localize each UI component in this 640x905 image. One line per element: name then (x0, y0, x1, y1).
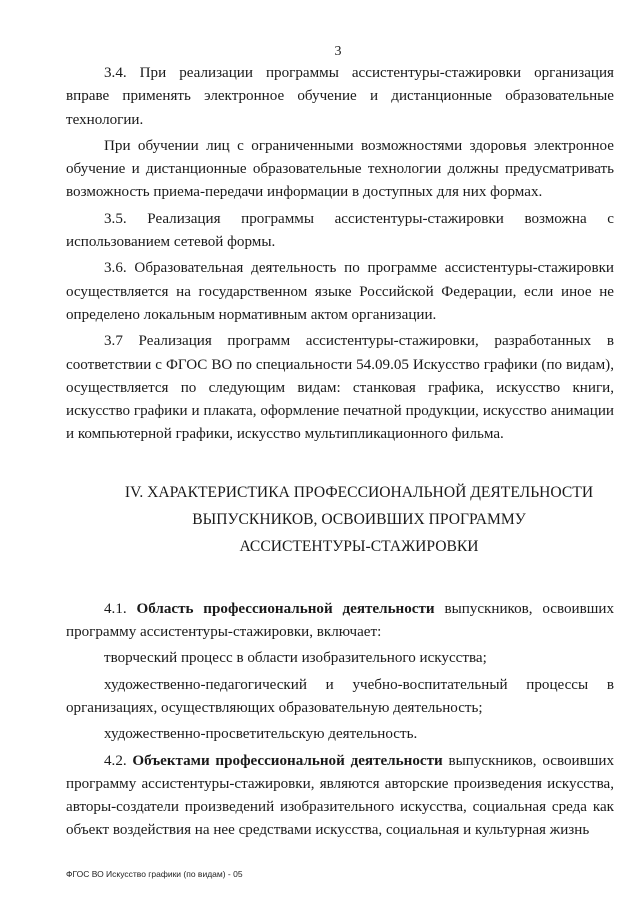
section-heading-line: IV. ХАРАКТЕРИСТИКА ПРОФЕССИОНАЛЬНОЙ ДЕЯТЕЛЬНОСТИ (124, 483, 594, 501)
page-footer: ФГОС ВО Искусство графики (по видам) - 05 (66, 869, 243, 879)
section-heading-line: ВЫПУСКНИКОВ, ОСВОИВШИХ ПРОГРАММУ (192, 510, 526, 528)
paragraph-4-1 (66, 598, 614, 645)
document-body (66, 62, 614, 843)
bold-term: Область профессиональной деятельности (136, 600, 435, 617)
list-item: творческий процесс в области изобразительного искусства; (104, 650, 487, 667)
paragraph-3-5: 3.5. Реализация программы ассистентуры-стажировки возможна с использованием сетевой формы. (66, 210, 614, 251)
section-heading (122, 479, 596, 560)
paragraph-text: выпускников, освоивших программу ассистентуры-стажировки, являются авторские произведения искусства, авторы-создатели произведений изобразительного искусства, социальная среда как объект воздействия на нее средствами искусства, социальная и культурная жизнь (66, 752, 614, 839)
paragraph-text: выпускников, освоивших программу ассистентуры-стажировки, включает: (66, 600, 615, 641)
paragraph-number: 4.1. (104, 600, 127, 617)
bold-term: Объектами профессиональной деятельности (132, 752, 443, 769)
paragraph-3-7: 3.7 Реализация программ ассистентуры-стажировки, разработанных в соответствии с ФГОС ВО по специальности 54.09.05 Искусство графики (по видам), осуществляется по следующим видам: станковая графика, искусство книги, искусство графики и плаката, оформление печатной продукции, искусство анимации и компьютерной графики, искусство мультипликационного фильма. (66, 333, 614, 443)
paragraph-3-4: 3.4. При реализации программы ассистентуры-стажировки организация вправе применять электронное обучение и дистанционные образовательные технологии. (66, 65, 614, 128)
list-item: художественно-просветительскую деятельность. (104, 726, 418, 743)
list-item: художественно-педагогический и учебно-воспитательный процессы в организациях, осуществляющих образовательную деятельность; (66, 676, 614, 716)
paragraph-number: 4.2. (104, 752, 127, 769)
paragraph-3-6: 3.6. Образовательная деятельность по программе ассистентуры-стажировки осуществляется на государственном языке Российской Федерации, если иное не определено локальным нормативным актом организации. (66, 260, 614, 323)
page-number: 3 (334, 44, 342, 59)
paragraph-disabilities: При обучении лиц с ограниченными возможностями здоровья электронное обучение и дистанционные образовательные технологии должны предусматривать возможность приема-передачи информации в доступных для них формах. (66, 137, 614, 201)
section-heading-line: АССИСТЕНТУРЫ-СТАЖИРОВКИ (239, 537, 479, 555)
paragraph-4-2 (66, 750, 614, 843)
